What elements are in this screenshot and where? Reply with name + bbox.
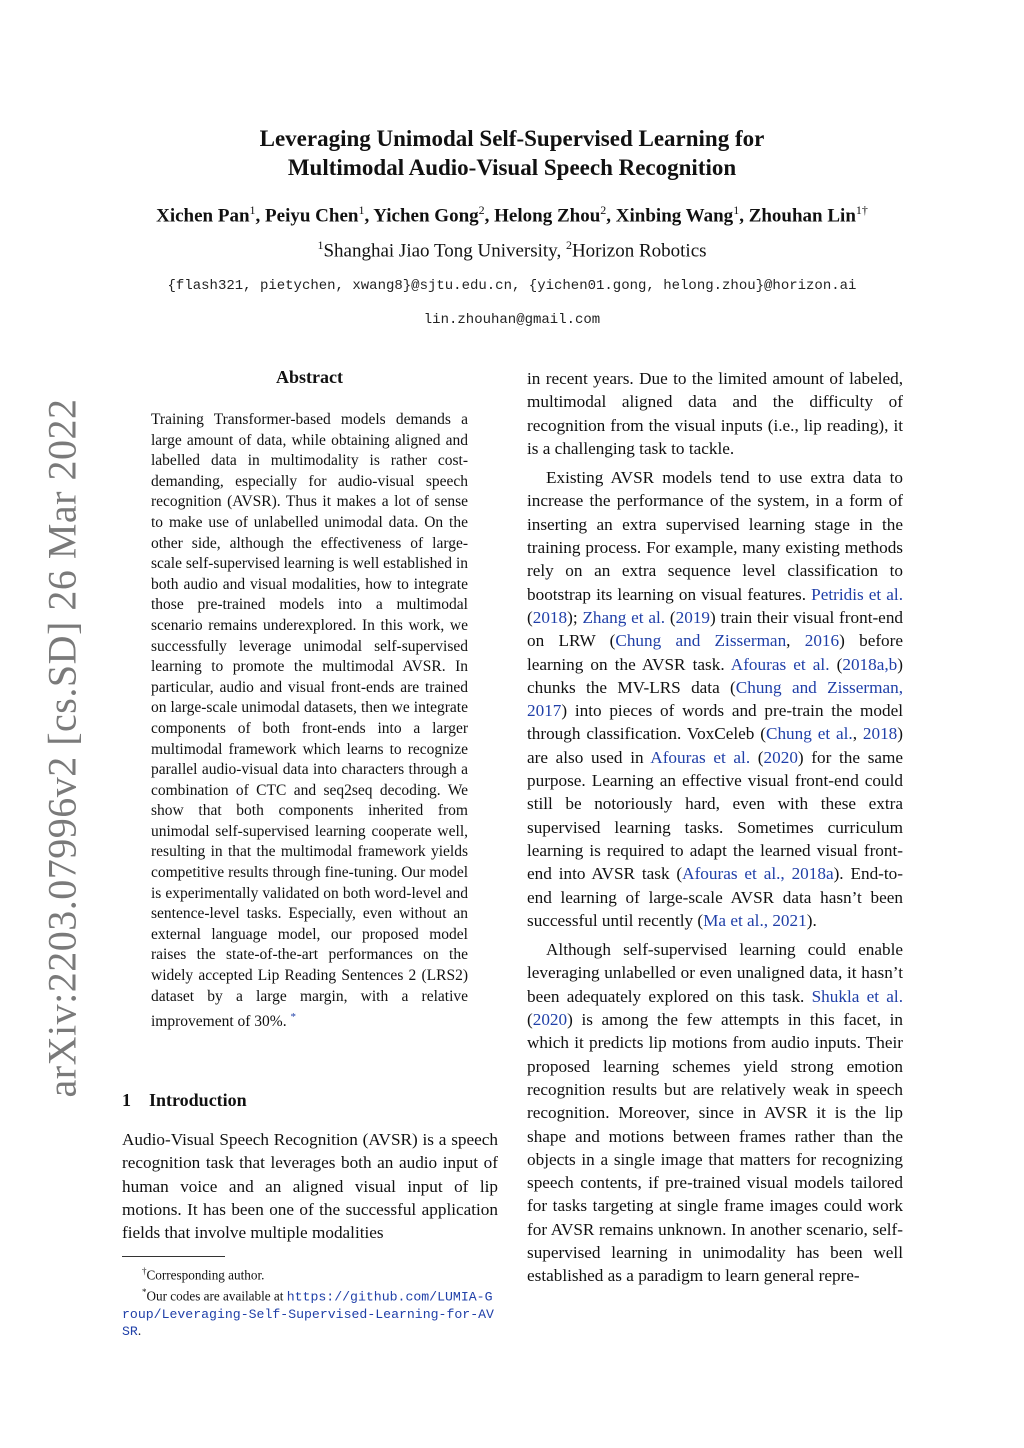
author-affil-sup: 1† xyxy=(855,203,868,217)
email-line-2[interactable]: lin.zhouhan@gmail.com xyxy=(423,312,601,328)
citation-link[interactable]: Ma et al., 2021 xyxy=(703,910,807,930)
footnote-2 xyxy=(122,1284,500,1341)
citation-link[interactable]: Chung and Zisserman, 2017 xyxy=(527,677,903,721)
author-name: Xichen Pan xyxy=(156,205,250,227)
footnote-divider xyxy=(122,1256,225,1257)
citation-link[interactable]: 2019 xyxy=(675,607,711,627)
footnote-1 xyxy=(122,1263,500,1284)
citation-link[interactable]: Chung and Zisserman xyxy=(615,631,787,651)
footnote-2-end: . xyxy=(137,1323,142,1339)
author-list: Xichen Pan$^1$, Peiyu Chen$^1$, Yichen Gong$^2$, Helong Zhou$^2$, Xinbing Wang$^1$, Zhouhan Lin$^{1\dagger}$ xyxy=(156,203,868,227)
author-name: Helong Zhou xyxy=(494,205,601,227)
right-paragraph-1: in recent years. Due to the limited amount of labeled, multimodal aligned data and the difficulty of recognition from the visual inputs (i.e., lip reading), it is a challenging task to tackle. xyxy=(527,369,903,458)
citation-link[interactable]: 2018a,b xyxy=(842,654,898,674)
citation-link[interactable]: Petridis et al. xyxy=(811,584,903,604)
author-affil-sup: 2 xyxy=(600,203,607,217)
abstract-body xyxy=(151,410,468,1033)
citation-link[interactable]: 2020 xyxy=(532,1010,568,1030)
title-line-1: Leveraging Unimodal Self-Supervised Learning for xyxy=(259,126,765,151)
section-heading-introduction xyxy=(122,1090,247,1111)
paper-title xyxy=(0,124,1024,182)
abstract-heading: Abstract xyxy=(276,367,343,387)
footnote-2-marker: * xyxy=(142,1286,147,1297)
citation-link[interactable]: 2020 xyxy=(763,747,798,767)
abstract-text: Training Transformer-based models demands a large amount of data, while obtaining aligned and labelled data in multimodality is rather cost-demanding, especially for audio-visual speech recognition (AVSR). Thus it makes a lot of sense to make use of unlabelled unimodal data. On the other side, although the effectiveness of large-scale self-supervised learning is well established in both audio and visual modalities, how to integrate those pre-trained models into a multimodal scenario remains underexplored. In this work, we successfully leverage unimodal self-supervised learning to promote the multimodal AVSR. In particular, audio and visual front-ends are trained on large-scale unimodal datasets, then we integrate components of both front-ends into a larger multimodal framework which learns to recognize parallel audio-visual data into characters through a combination of CTC and seq2seq decoding. We show that both components inherited from unimodal self-supervised learning cooperate well, resulting in that the multimodal framework yields competitive results through fine-tuning. Our model is experimentally validated on both word-level and sentence-level tasks. Especially, even without an external language model, our proposed model raises the state-of-the-art performances on the widely accepted Lip Reading Sentences 2 (LRS2) dataset by a large margin, with a relative improvement of 30%. xyxy=(151,411,468,1031)
citation-link[interactable]: Afouras et al. xyxy=(730,654,830,674)
footnote-1-text: Corresponding author. xyxy=(146,1267,265,1283)
author-name: Xinbing Wang xyxy=(615,205,734,227)
affiliations xyxy=(0,238,1024,262)
section-title: Introduction xyxy=(149,1090,247,1110)
citation-link[interactable]: Zhang et al. xyxy=(582,607,666,627)
abstract-footnote-marker[interactable]: * xyxy=(290,1011,296,1024)
author-affil-sup: 1 xyxy=(249,203,256,217)
arxiv-stamp: arXiv:2203.07996v2 [cs.SD] 26 Mar 2022 xyxy=(39,398,85,1098)
author-name: Peiyu Chen xyxy=(265,205,359,227)
affil-1: Shanghai Jiao Tong University, xyxy=(323,240,562,262)
right-paragraph-2: Existing AVSR models tend to use extra data to increase the performance of the system, in a form of inserting an extra supervised learning stage in the training process. For example, many existing methods rely on an extra sequence level classification to bootstrap its learning on visual features. Petridis et al. (2018); Zhang et al. (2019) train their visual front-end on LRW (Chung and Zisserman, 2016) before learning on the AVSR task. Afouras et al. (2018a,b) chunks the MV-LRS data (Chung and Zisserman, 2017) into pieces of words and pre-train the model through classification. VoxCeleb (Chung et al., 2018) are also used in Afouras et al. (2020) for the same purpose. Learning an effective visual front-end could still be notoriously hard, even with these extra supervised learning tasks. Sometimes curriculum learning is required to adapt the learned visual front-end into AVSR task (Afouras et al., 2018a). End-to-end learning of large-scale AVSR data hasn’t been successful until recently (Ma et al., 2021). xyxy=(527,468,904,930)
introduction-paragraph: Audio-Visual Speech Recognition (AVSR) is a speech recognition task that leverages both an audio input of human voice and an aligned visual input of lip motions. It has been one of the successful application fields that involve multiple modalities xyxy=(122,1130,498,1243)
right-paragraph-3: Although self-supervised learning could enable leveraging unlabelled or even unaligned data, it hasn’t been adequately explored on this task. Shukla et al. (2020) is among the few attempts in this facet, in which it predicts lip motions from audio inputs. Their proposed learning schemes yield strong emotion recognition results but are relatively weak in speech recognition. Moreover, since in AVSR it is the lip shape and motions between frames rather than the objects in a single image that matters for recognizing speech contents, if pre-trained visual models tailored for tasks targeting at single frame images could work for AVSR remains unknown. In another scenario, self-supervised learning in unimodality has been well established as a paradigm to learn general repre- xyxy=(527,940,903,1286)
footnote-2-text: Our codes are available at xyxy=(146,1288,287,1304)
right-column xyxy=(527,367,903,1294)
citation-link[interactable]: Afouras et al. xyxy=(650,747,751,767)
author-affil-sup: 1 xyxy=(733,203,740,217)
citation-link[interactable]: 2016 xyxy=(804,631,840,651)
email-line-1[interactable]: {flash321, pietychen, xwang8}@sjtu.edu.cn, {yichen01.gong, helong.zhou}@horizon.ai xyxy=(167,278,857,294)
citation-link[interactable]: Chung et al. xyxy=(765,724,853,744)
affil-sup-2: 2 xyxy=(565,238,572,252)
author-affil-sup: 1 xyxy=(358,203,365,217)
section-number: 1 xyxy=(122,1090,131,1110)
author-name: Zhouhan Lin xyxy=(748,205,856,227)
author-name: Yichen Gong xyxy=(373,205,479,227)
citation-link[interactable]: 2018 xyxy=(862,724,898,744)
title-line-2: Multimodal Audio-Visual Speech Recognition xyxy=(287,155,737,180)
citation-link[interactable]: Shukla et al. xyxy=(811,986,903,1006)
affil-sup-1: 1 xyxy=(317,238,324,252)
affil-2: Horizon Robotics xyxy=(571,240,707,262)
footnotes xyxy=(122,1263,500,1341)
footnote-1-marker: † xyxy=(142,1266,147,1276)
code-repo-link[interactable]: https://github.com/LUMIA-Group/Leveraging-Self-Supervised-Learning-for-AVSR xyxy=(122,1289,494,1340)
author-affil-sup: 2 xyxy=(478,203,485,217)
citation-link[interactable]: Afouras et al., 2018a xyxy=(682,864,834,884)
citation-link[interactable]: 2018 xyxy=(532,607,568,627)
